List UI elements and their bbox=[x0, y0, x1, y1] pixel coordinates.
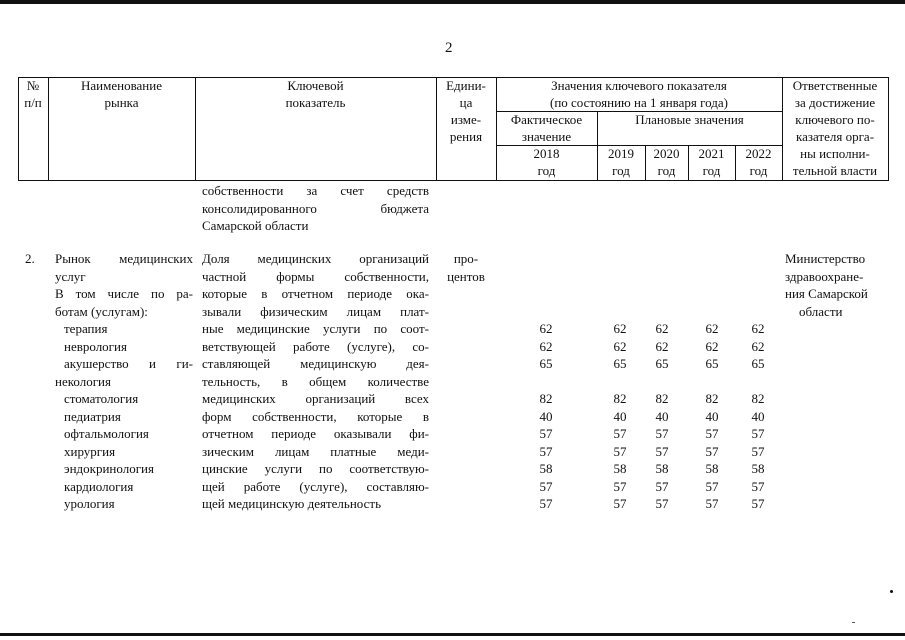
scan-mark bbox=[890, 590, 893, 593]
value-cell: 57 bbox=[539, 426, 553, 441]
value-cell: 82 bbox=[539, 391, 553, 406]
top-border bbox=[0, 0, 905, 4]
value-cell: 62 bbox=[705, 321, 719, 336]
value-cell: 62 bbox=[751, 338, 765, 354]
service-name: терапия bbox=[64, 321, 108, 336]
value-cell: 57 bbox=[655, 443, 669, 459]
value-cell: 58 bbox=[705, 461, 719, 476]
value-cell: 57 bbox=[705, 443, 719, 459]
bottom-border bbox=[0, 633, 905, 636]
value-cell: 40 bbox=[613, 408, 627, 424]
value-cell: 65 bbox=[539, 356, 553, 371]
value-cell: 57 bbox=[539, 478, 553, 494]
value-cell: 40 bbox=[751, 408, 765, 424]
header-actual: Фактическое значение bbox=[510, 112, 583, 144]
value-cell: 57 bbox=[655, 496, 669, 511]
service-name: хирургия bbox=[64, 443, 116, 459]
value-cell: 62 bbox=[751, 321, 765, 336]
indicator-text: Доля медицинских организаций частной формы собственности, которые в отчетном периоде ока- зывали физическим лицам плат- ные медицинские услуги по соот- ветствующей работе (услуге), со- ставляющей медицинскую дея- тельность, в общем количестве медицинских организаций всех форм собственности, которые в отчетном периоде оказывали фи- зическим лицам платные меди- цинские услуги по соответствую- щей работе (услуге), составляю- щей медицинскую деятельность bbox=[202, 251, 429, 511]
value-cell: 40 bbox=[539, 408, 553, 424]
service-name: кардиология bbox=[64, 478, 134, 494]
value-cell: 58 bbox=[751, 461, 765, 476]
scan-mark bbox=[852, 622, 855, 623]
value-cell: 58 bbox=[613, 461, 627, 476]
value-cell: 57 bbox=[705, 426, 719, 441]
continuation-text: собственности за счет средств консолидированного бюджета Самарской области bbox=[202, 183, 429, 233]
value-cell: 65 bbox=[751, 356, 765, 371]
value-cell: 57 bbox=[613, 478, 627, 494]
service-name: акушерство и ги- bbox=[64, 356, 193, 371]
header-year-2022: 2022 год bbox=[745, 146, 772, 178]
value-cell: 57 bbox=[751, 478, 765, 494]
header-year-2019: 2019 год bbox=[608, 146, 634, 178]
service-name: эндокринология bbox=[64, 461, 154, 476]
page-number: 2 bbox=[445, 40, 453, 56]
service-name: урология bbox=[64, 496, 115, 511]
header-unit: Едини- ца изме- рения bbox=[446, 78, 486, 144]
value-cell: 57 bbox=[539, 496, 553, 511]
value-cell: 57 bbox=[655, 478, 669, 494]
value-cell: 82 bbox=[751, 391, 765, 406]
value-cell: 57 bbox=[539, 443, 553, 459]
service-name: офтальмология bbox=[64, 426, 149, 441]
value-cell: 57 bbox=[751, 443, 765, 459]
value-cell: 62 bbox=[539, 338, 553, 354]
value-cell: 58 bbox=[655, 461, 669, 476]
unit-text: про- центов bbox=[447, 251, 485, 284]
value-cell: 62 bbox=[613, 338, 627, 354]
value-cell: 62 bbox=[655, 321, 669, 336]
value-cell: 65 bbox=[655, 356, 669, 371]
value-cell: 65 bbox=[705, 356, 719, 371]
table-header bbox=[18, 77, 889, 181]
value-cell: 62 bbox=[705, 338, 719, 354]
header-market-name: Наименование рынка bbox=[81, 78, 162, 110]
market-name: Рынок медицинских услуг В том числе по ра- ботам (услугам): bbox=[55, 251, 193, 319]
service-name: педиатрия bbox=[64, 408, 121, 424]
header-year-2018: 2018 год bbox=[533, 146, 560, 178]
row-number: 2. bbox=[25, 251, 35, 266]
header-responsible: Ответственные за достижение ключевого по- казателя орга- ны исполни- тельной власти bbox=[792, 78, 878, 178]
value-cell: 57 bbox=[751, 426, 765, 441]
service-name: неврология bbox=[64, 338, 127, 354]
service-name: некология bbox=[55, 373, 111, 389]
service-list bbox=[55, 320, 193, 513]
value-cell: 40 bbox=[705, 408, 719, 424]
value-cell: 58 bbox=[539, 461, 553, 476]
header-no: № п/п bbox=[24, 78, 42, 110]
value-cell: 62 bbox=[539, 321, 553, 336]
value-cell: 62 bbox=[655, 338, 669, 354]
value-cell: 62 bbox=[613, 321, 627, 336]
responsible-text: Министерство здравоохране- ния Самарской области bbox=[785, 251, 868, 319]
header-indicator: Ключевой показатель bbox=[285, 78, 346, 110]
header-values-title: Значения ключевого показателя (по состоянию на 1 января года) bbox=[550, 78, 728, 110]
header-planned: Плановые значения bbox=[635, 112, 744, 127]
value-cell: 82 bbox=[613, 391, 627, 406]
value-cell: 57 bbox=[613, 426, 627, 441]
service-name: стоматология bbox=[64, 391, 139, 406]
value-cell: 82 bbox=[705, 391, 719, 406]
value-cell: 57 bbox=[655, 426, 669, 441]
value-cell: 82 bbox=[655, 391, 669, 406]
value-cell: 57 bbox=[705, 478, 719, 494]
value-cell: 57 bbox=[751, 496, 765, 511]
header-year-2021: 2021 год bbox=[698, 146, 725, 178]
value-cell: 57 bbox=[705, 496, 719, 511]
value-cell: 65 bbox=[613, 356, 627, 371]
value-cell: 40 bbox=[655, 408, 669, 424]
value-cell: 57 bbox=[613, 443, 627, 459]
value-cell: 57 bbox=[613, 496, 627, 511]
header-year-2020: 2020 год bbox=[653, 146, 680, 178]
